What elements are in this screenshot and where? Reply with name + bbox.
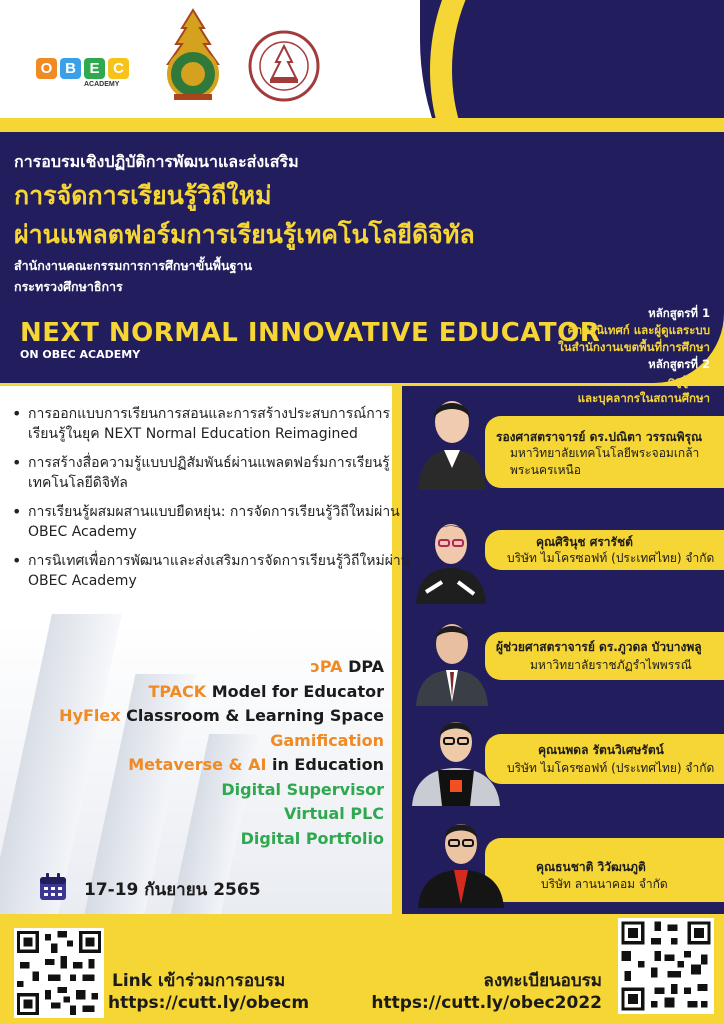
event-title-line1: การจัดการเรียนรู้วิถีใหม่ [14, 181, 272, 210]
speaker-2-name: คุณศิรินุช ศรารัชต์ [536, 535, 633, 549]
course-2-heading: หลักสูตรที่ 2 [648, 357, 710, 371]
keyword-rest: Classroom & Learning Space [126, 706, 384, 725]
keyword-rest: in Education [271, 755, 384, 774]
keyword-accent: HyFlex [59, 706, 121, 725]
speaker-3-org: มหาวิทยาลัยราชภัฏรำไพพรรณี [530, 658, 692, 672]
logo-letter: B [60, 58, 81, 79]
speaker-4-org: บริษัท ไมโครซอฟท์ (ประเทศไทย) จำกัด [507, 761, 715, 775]
speaker-1-photo [412, 386, 492, 490]
event-title-line2: ผ่านแพลตฟอร์มการเรียนรู้เทคโนโลยีดิจิทัล [14, 220, 475, 249]
speaker-5-name: คุณธนชาติ วิวัฒนภูติ [536, 860, 646, 874]
keyword-item [59, 802, 384, 827]
topic-bullet-list [8, 404, 412, 600]
speaker-1-org: มหาวิทยาลัยเทคโนโลยีพระจอมเกล้า [510, 446, 700, 460]
keyword-item [59, 827, 384, 852]
program-title: NEXT NORMAL INNOVATIVE EDUCATOR [20, 318, 601, 348]
speaker-2-photo [412, 512, 490, 604]
keyword-item [59, 778, 384, 803]
course-2-line: และบุคลากรในสถานศึกษา [577, 391, 710, 405]
keyword-rest: DPA [348, 657, 384, 676]
speaker-1-name: รองศาสตราจารย์ ดร.ปณิตา วรรณพิรุณ [496, 430, 703, 444]
keyword-accent: TPACK [148, 681, 207, 701]
keyword-item [59, 753, 384, 778]
register-url[interactable]: https://cutt.ly/obec2022 [371, 993, 602, 1013]
speaker-4-photo [410, 708, 502, 806]
speaker-4-name: คุณนพดล รัตนวิเศษรัตน์ [538, 743, 664, 757]
speaker-3-photo [412, 610, 492, 706]
course-1-line: ในสำนักงานเขตพื้นที่การศึกษา [558, 340, 710, 354]
logo-letter: E [84, 58, 105, 79]
obec-logo-subtitle: ACADEMY [84, 81, 120, 88]
keyword-accent: Digital Supervisor [221, 779, 384, 799]
keyword-item [59, 680, 384, 705]
logo-letter: O [36, 58, 57, 79]
speaker-5-org: บริษัท ลานนาคอม จำกัด [541, 877, 668, 891]
course-2-line: ครูผู้สอน [667, 374, 710, 388]
keyword-accent: Digital Portfolio [240, 828, 384, 848]
obec-seal-icon [248, 30, 320, 102]
keyword-item [59, 655, 384, 680]
course-1-line: ศึกษานิเทศก์ และผู้ดูแลระบบ [567, 323, 710, 337]
logo-letter: C [108, 58, 129, 79]
yellow-stripe [0, 118, 724, 132]
speaker-5-photo [416, 808, 506, 908]
keyword-item [59, 729, 384, 754]
event-date: 17-19 กันยายน 2565 [84, 880, 261, 900]
keyword-list [59, 655, 384, 851]
ministry-emblem-icon [160, 8, 226, 102]
keyword-rest: Model for Educator [211, 681, 384, 701]
keyword-accent: Virtual PLC [283, 804, 384, 823]
event-subtitle: การอบรมเชิงปฏิบัติการพัฒนาและส่งเสริม [14, 152, 299, 171]
join-link-label: Link เข้าร่วมการอบรม [112, 971, 286, 991]
bullet-item: • การนิเทศเพื่อการพัฒนาและส่งเสริมการจัดการเรียนรู้วิถีใหม่ผ่าน OBEC Academy [28, 551, 412, 591]
speaker-3-name: ผู้ช่วยศาสตราจารย์ ดร.ภูวดล บัวบางพลู [496, 640, 702, 654]
bullet-item: • การเรียนรู้ผสมผสานแบบยืดหยุ่น: การจัดการเรียนรู้วิถีใหม่ผ่าน OBEC Academy [28, 502, 412, 542]
bullet-item: • การออกแบบการเรียนการสอนและการสร้างประสบการณ์การเรียนรู้ในยุค NEXT Normal Education Reimagined [28, 404, 412, 444]
qr-code-icon[interactable] [14, 928, 104, 1018]
organizer-line1: สำนักงานคณะกรรมการการศึกษาขั้นพื้นฐาน [14, 258, 253, 273]
keyword-item [59, 704, 384, 729]
keyword-accent: ᴐPA [310, 657, 343, 676]
calendar-icon [38, 872, 68, 902]
obec-academy-logo [36, 58, 129, 79]
register-label: ลงทะเบียนอบรม [483, 971, 602, 991]
speaker-2-org: บริษัท ไมโครซอฟท์ (ประเทศไทย) จำกัด [507, 551, 715, 565]
speaker-1-org: พระนครเหนือ [510, 463, 581, 477]
keyword-accent: Gamification [270, 730, 384, 750]
course-1-heading: หลักสูตรที่ 1 [648, 306, 710, 320]
keyword-accent: Metaverse & AI [128, 755, 267, 774]
organizer-line2: กระทรวงศึกษาธิการ [14, 279, 123, 294]
bullet-item: • การสร้างสื่อความรู้แบบปฏิสัมพันธ์ผ่านแพลตฟอร์มการเรียนรู้เทคโนโลยีดิจิทัล [28, 453, 412, 493]
join-link-url[interactable]: https://cutt.ly/obecm [108, 993, 310, 1013]
program-subtitle: ON OBEC ACADEMY [20, 348, 141, 361]
qr-code-icon[interactable] [618, 918, 714, 1014]
